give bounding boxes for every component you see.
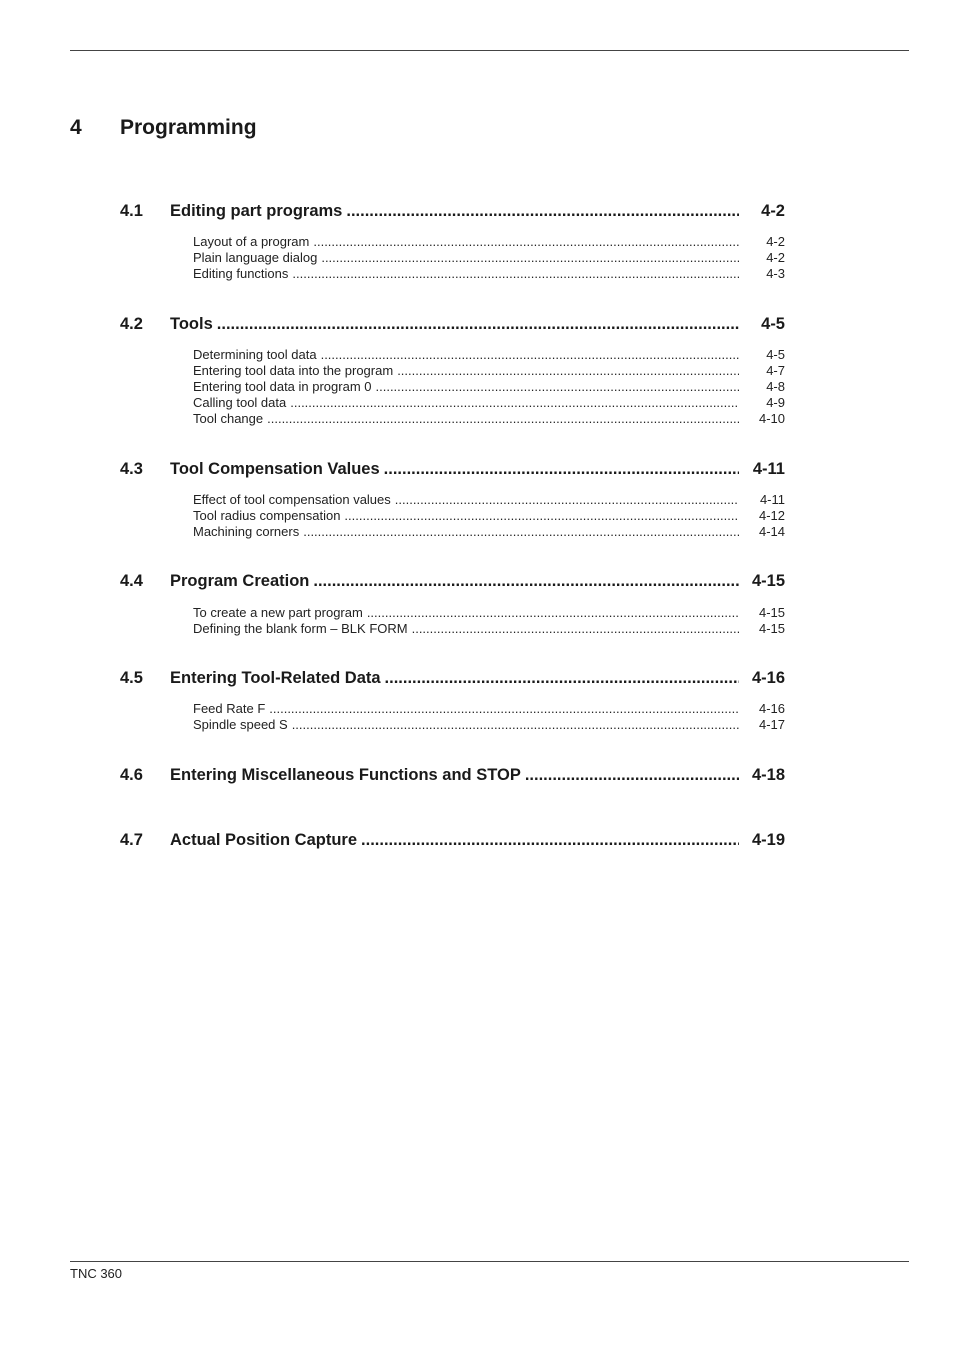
header-rule (70, 50, 909, 51)
section-title: Program Creation (170, 572, 310, 590)
subentry-title: Machining corners (193, 524, 300, 539)
subentry-page: 4-11 (759, 492, 785, 507)
section-number: 4.4 (120, 572, 143, 590)
dot-leader (346, 202, 739, 221)
toc-section (120, 572, 785, 637)
toc-subentry[interactable] (120, 605, 785, 621)
toc-section-heading[interactable] (120, 202, 785, 224)
footer-rule (70, 1261, 909, 1262)
chapter-title: Programming (120, 116, 257, 139)
subentry-page: 4-15 (758, 621, 785, 636)
toc-subentry[interactable] (120, 379, 785, 395)
toc-subentry[interactable] (120, 508, 785, 524)
subentry-title: Determining tool data (193, 347, 317, 362)
dot-leader (313, 234, 739, 249)
dot-leader (397, 363, 739, 378)
dot-leader (367, 605, 739, 620)
dot-leader (412, 621, 739, 636)
toc-section (120, 831, 785, 853)
section-page: 4-15 (751, 572, 785, 590)
dot-leader (321, 250, 739, 265)
dot-leader (376, 379, 740, 394)
section-page: 4-2 (761, 202, 785, 220)
section-page: 4-16 (751, 669, 785, 687)
subentry-page: 4-12 (758, 508, 785, 523)
section-page: 4-5 (761, 315, 785, 333)
subentry-page: 4-17 (758, 717, 785, 732)
subentry-title: Layout of a program (193, 234, 310, 249)
subentry-page: 4-16 (758, 701, 785, 716)
toc-subentry[interactable] (120, 701, 785, 717)
dot-leader (292, 266, 739, 281)
toc-section (120, 460, 785, 540)
subentry-title: Calling tool data (193, 395, 287, 410)
toc-section-heading[interactable] (120, 831, 785, 853)
toc-section (120, 669, 785, 733)
toc-section-heading[interactable] (120, 460, 785, 482)
dot-leader (384, 460, 739, 479)
section-title: Tool Compensation Values (170, 460, 380, 478)
dot-leader (313, 572, 739, 591)
toc-subentry[interactable] (120, 717, 785, 733)
subentry-page: 4-8 (766, 379, 785, 394)
toc-subentry[interactable] (120, 250, 785, 266)
section-number: 4.3 (120, 460, 143, 478)
subentry-title: Tool radius compensation (193, 508, 341, 523)
section-number: 4.1 (120, 202, 143, 220)
toc-subentry[interactable] (120, 363, 785, 379)
subentry-page: 4-7 (766, 363, 785, 378)
toc-section-heading[interactable] (120, 315, 785, 337)
subentry-page: 4-5 (766, 347, 785, 362)
dot-leader (321, 347, 739, 362)
dot-leader (269, 701, 739, 716)
section-title: Entering Tool-Related Data (170, 669, 381, 687)
toc-subentry[interactable] (120, 411, 785, 427)
section-title: Tools (170, 315, 213, 333)
chapter-number: 4 (70, 116, 82, 139)
subentry-title: Tool change (193, 411, 264, 426)
toc-subentry[interactable] (120, 524, 785, 540)
dot-leader (217, 315, 739, 334)
dot-leader (344, 508, 739, 523)
section-title: Entering Miscellaneous Functions and STOP (170, 766, 521, 784)
dot-leader (385, 669, 739, 688)
toc-section (120, 202, 785, 282)
subentry-page: 4-9 (766, 395, 785, 410)
dot-leader (303, 524, 739, 539)
toc-section (120, 315, 785, 427)
section-title: Editing part programs (170, 202, 343, 220)
toc-subentry[interactable] (120, 347, 785, 363)
section-title: Actual Position Capture (170, 831, 358, 849)
subentry-title: Defining the blank form – BLK FORM (193, 621, 408, 636)
subentry-title: Entering tool data in program 0 (193, 379, 372, 394)
section-number: 4.7 (120, 831, 143, 849)
toc-subentry[interactable] (120, 266, 785, 282)
section-page: 4-18 (751, 766, 785, 784)
toc-subentry[interactable] (120, 492, 785, 508)
dot-leader (290, 395, 739, 410)
toc-subentry[interactable] (120, 395, 785, 411)
toc-section-heading[interactable] (120, 766, 785, 788)
subentry-title: To create a new part program (193, 605, 363, 620)
subentry-page: 4-15 (758, 605, 785, 620)
section-number: 4.5 (120, 669, 143, 687)
dot-leader (292, 717, 739, 732)
subentry-title: Editing functions (193, 266, 289, 281)
dot-leader (395, 492, 739, 507)
subentry-page: 4-10 (758, 411, 785, 426)
subentry-page: 4-3 (766, 266, 785, 281)
subentry-title: Spindle speed S (193, 717, 288, 732)
footer-text: TNC 360 (70, 1266, 123, 1281)
subentry-page: 4-2 (766, 234, 785, 249)
subentry-page: 4-2 (766, 250, 785, 265)
subentry-title: Feed Rate F (193, 701, 266, 716)
dot-leader (361, 831, 739, 850)
dot-leader (525, 766, 739, 785)
subentry-title: Entering tool data into the program (193, 363, 394, 378)
section-page: 4-19 (751, 831, 785, 849)
section-number: 4.6 (120, 766, 143, 784)
toc-subentry[interactable] (120, 621, 785, 637)
subentry-page: 4-14 (758, 524, 785, 539)
toc-section-heading[interactable] (120, 669, 785, 691)
subentry-title: Plain language dialog (193, 250, 318, 265)
toc-subentry[interactable] (120, 234, 785, 250)
subentry-title: Effect of tool compensation values (193, 492, 391, 507)
section-number: 4.2 (120, 315, 143, 333)
toc-section (120, 766, 785, 788)
section-page: 4-11 (752, 460, 785, 478)
toc-section-heading[interactable] (120, 572, 785, 594)
dot-leader (267, 411, 739, 426)
